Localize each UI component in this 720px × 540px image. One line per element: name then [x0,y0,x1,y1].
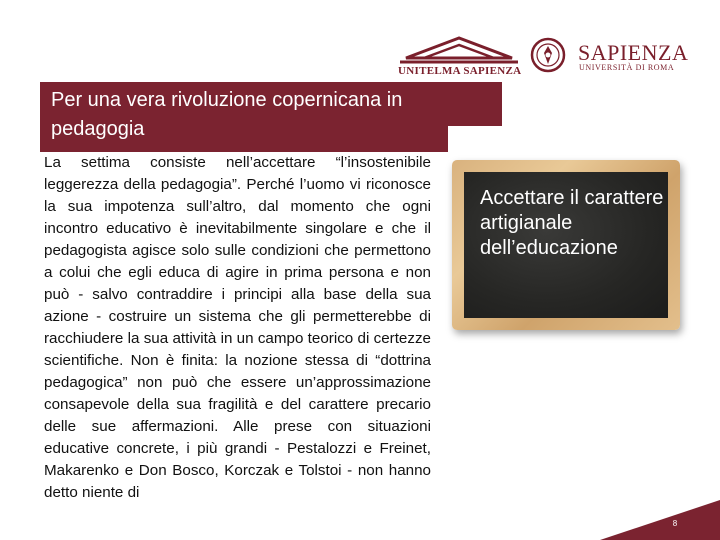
sapienza-logo-subtitle: UNIVERSITÀ DI ROMA [579,63,675,72]
temple-icon [398,36,520,66]
sapienza-logo-name: SAPIENZA [578,40,689,65]
page-corner-decoration [600,500,720,540]
page-number: 8 [672,519,678,528]
body-paragraph: La settima consiste nell’accettare “l’insostenibile leggerezza della pedagogia”. Perché l’uomo vi riconosce la sua impotenza sull’altro, dal momento che ogni incontro educativo è inevitabilmente singolare e che il pedagogista agisce solo sulle condizioni che permettono a colui che egli educa di agire in prima persona e non può - salvo contraddire i principi alla base della sua azione - costruire un sistema che gli permetterebbe di racchiudere la sua attività in un campo teorico di certezze scientifiche. Non è finita: la nozione stessa di “dottrina pedagogica” non può che essere un’approssimazione consapevole della sua fragilità e del carattere precario delle sue affermazioni. Alle prese con situazioni educative concrete, i più grandi - Pestalozzi e Freinet, Makarenko e Don Bosco, Korczak e Tolstoi - non hanno detto niente di [44,154,431,501]
unitelma-logo-text: UNITELMA SAPIENZA [398,65,522,77]
sapienza-seal-icon [530,36,566,74]
chalkboard-text: Accettare il carattere artigianale dell’educazione [480,187,664,259]
unitelma-logo [398,36,520,80]
slide-title: Per una vera rivoluzione copernicana in pedagogia [51,89,403,140]
